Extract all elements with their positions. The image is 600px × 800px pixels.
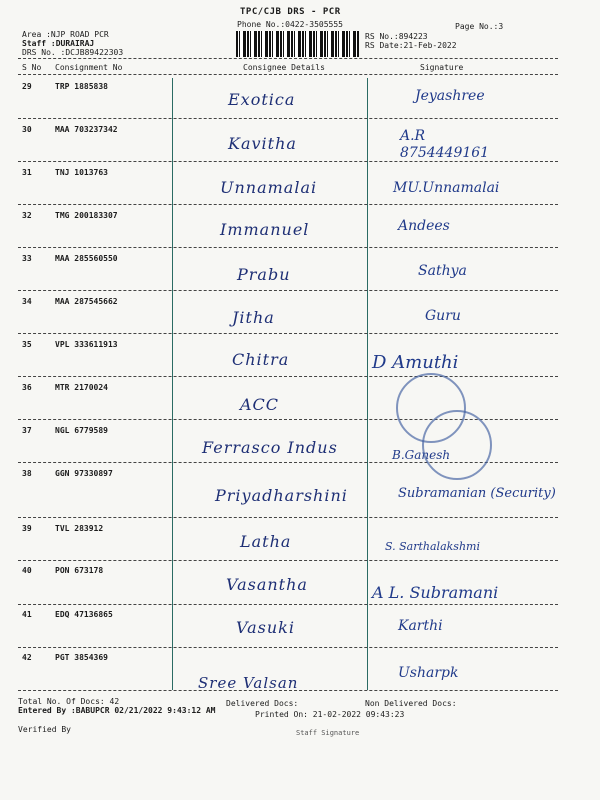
row-consignee: Vasuki — [236, 618, 295, 637]
row-consignment: TVL 283912 — [55, 524, 104, 533]
row-sno: 37 — [22, 426, 32, 435]
staff-label: Staff :DURAIRAJ — [22, 39, 95, 48]
row-sno: 29 — [22, 82, 32, 91]
row-sno: 31 — [22, 168, 32, 177]
row-signature: A.R 8754449161 — [400, 128, 490, 161]
row-signature: Andees — [398, 218, 450, 234]
row-separator — [18, 290, 558, 291]
row-consignment: GGN 97330897 — [55, 469, 113, 478]
barcode — [236, 31, 359, 57]
column-header-consignee: Consignee Details — [243, 63, 325, 72]
row-sno: 39 — [22, 524, 32, 533]
row-sno: 38 — [22, 469, 32, 478]
row-consignee: Priyadharshini — [215, 486, 348, 505]
row-signature: D Amuthi — [372, 352, 459, 373]
row-consignee: Exotica — [228, 90, 296, 109]
total-docs: Total No. Of Docs: 42 — [18, 697, 120, 706]
row-separator — [18, 247, 558, 248]
column-divider-left — [172, 78, 173, 690]
row-consignment: PGT 3854369 — [55, 653, 108, 662]
row-consignment: TNJ 1013763 — [55, 168, 108, 177]
header-rule-bottom — [18, 74, 558, 75]
row-sno: 34 — [22, 297, 32, 306]
column-divider-right — [367, 78, 368, 690]
column-header-signature: Signature — [420, 63, 464, 72]
row-separator — [18, 333, 558, 334]
row-consignment: EDQ 47136865 — [55, 610, 113, 619]
row-sno: 42 — [22, 653, 32, 662]
header-rule-top — [18, 58, 558, 59]
report-title: TPC/CJB DRS - PCR — [240, 7, 341, 17]
entered-by: Entered By :BABUPCR 02/21/2022 9:43:12 AM — [18, 706, 216, 715]
row-consignment: NGL 6779589 — [55, 426, 108, 435]
row-consignment: PON 673178 — [55, 566, 104, 575]
verified-by: Verified By — [18, 725, 71, 734]
row-sno: 30 — [22, 125, 32, 134]
drs-number: DRS No. :DCJB89422303 — [22, 48, 124, 57]
company-seal-stamp — [422, 410, 492, 480]
row-separator — [18, 118, 558, 119]
area-label: Area :NJP ROAD PCR — [22, 30, 109, 39]
column-header-consignment: Consignment No — [55, 63, 123, 72]
row-sno: 40 — [22, 566, 32, 575]
row-consignment: VPL 333611913 — [55, 340, 118, 349]
rs-date: RS Date:21-Feb-2022 — [365, 41, 457, 50]
row-separator — [18, 161, 558, 162]
row-consignment: MAA 703237342 — [55, 125, 118, 134]
row-consignment: MTR 2170024 — [55, 383, 108, 392]
row-consignee: Unnamalai — [220, 178, 318, 197]
row-signature: Guru — [425, 308, 461, 324]
row-signature: Usharpk — [398, 665, 459, 681]
row-sno: 36 — [22, 383, 32, 392]
delivered-docs: Delivered Docs: — [226, 699, 299, 708]
footer-rule — [18, 690, 558, 691]
row-consignee: Jitha — [232, 308, 275, 327]
row-separator — [18, 376, 558, 377]
row-signature: Sathya — [418, 263, 467, 279]
row-separator — [18, 560, 558, 561]
row-signature: A L. Subramani — [372, 583, 499, 602]
page-number: Page No.:3 — [455, 22, 504, 31]
row-signature: B.Ganesh — [392, 448, 451, 462]
row-separator — [18, 517, 558, 518]
row-sno: 35 — [22, 340, 32, 349]
row-consignee: Ferrasco Indus — [202, 438, 338, 457]
row-consignee: Latha — [240, 532, 292, 551]
row-consignment: MAA 287545662 — [55, 297, 118, 306]
row-consignee: Sree Valsan — [198, 674, 299, 692]
row-separator — [18, 604, 558, 605]
row-consignee: Chitra — [232, 350, 290, 369]
row-sno: 33 — [22, 254, 32, 263]
rs-number: RS No.:894223 — [365, 32, 428, 41]
row-consignee: Immanuel — [220, 220, 310, 239]
row-signature: Subramanian (Security) — [398, 486, 556, 501]
column-header-sno: S No — [22, 63, 42, 72]
row-signature: Karthi — [398, 618, 443, 634]
row-separator — [18, 204, 558, 205]
row-sno: 41 — [22, 610, 32, 619]
row-sno: 32 — [22, 211, 32, 220]
row-separator — [18, 647, 558, 648]
non-delivered-docs: Non Delivered Docs: — [365, 699, 457, 708]
row-consignee: Vasantha — [226, 575, 308, 594]
row-consignee: ACC — [240, 395, 280, 414]
row-consignee: Kavitha — [228, 134, 297, 153]
phone-number: Phone No.:0422-3505555 — [237, 20, 343, 29]
row-consignment: TMG 200183307 — [55, 211, 118, 220]
row-signature: MU.Unnamalai — [393, 180, 500, 196]
row-signature: Jeyashree — [415, 88, 485, 104]
staff-signature: Staff Signature — [296, 729, 360, 737]
row-consignment: TRP 1885838 — [55, 82, 108, 91]
printed-on: Printed On: 21-02-2022 09:43:23 — [255, 710, 405, 719]
row-consignment: MAA 285560550 — [55, 254, 118, 263]
row-signature: S. Sarthalakshmi — [385, 540, 480, 553]
row-consignee: Prabu — [237, 265, 291, 284]
